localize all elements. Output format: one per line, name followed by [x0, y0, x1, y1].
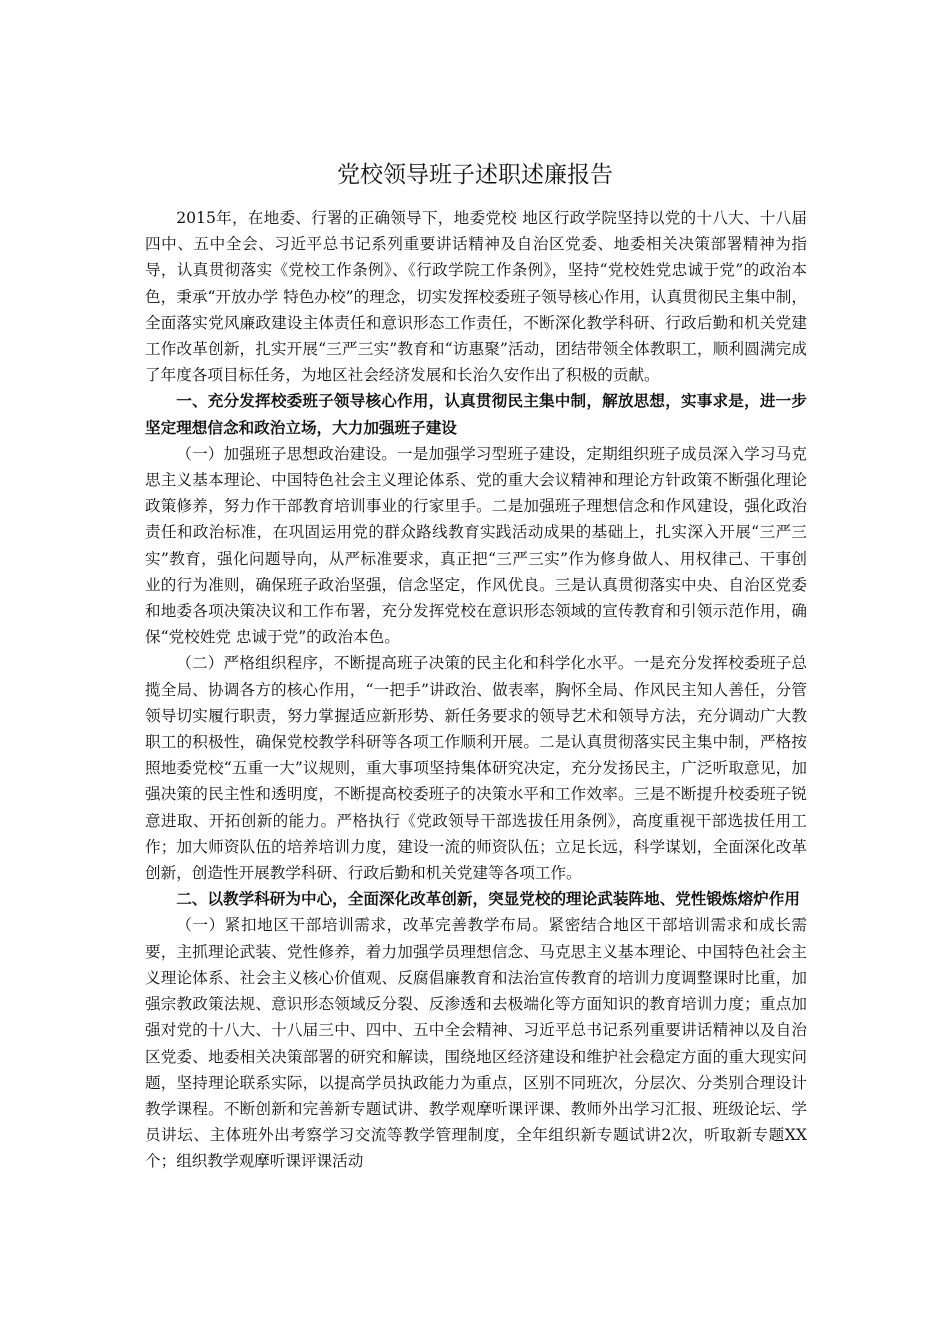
section-2-paragraph-1: （一）紧扣地区干部培训需求，改革完善教学布局。紧密结合地区干部培训需求和成长需要，主抓理论武装、党性修养，着力加强学员理想信念、马克思主义基本理论、中国特色社会主义理论体系、社会主义核心价值观、反腐倡廉教育和法治宣传教育的培训力度调整课时比重，加强宗教政策法规、意识形态领域反分裂、反渗透和去极端化等方面知识的教育培训力度；重点加强对党的十八大、十八届三中、四中、五中全会精神、习近平总书记系列重要讲话精神以及自治区党委、地委相关决策部署的研究和解读，围绕地区经济建设和维护社会稳定方面的重大现实问题，坚持理论联系实际，以提高学员执政能力为重点，区别不同班次，分层次、分类别合理设计教学课程。不断创新和完善新专题试讲、教学观摩听课评课、教师外出学习汇报、班级论坛、学员讲坛、主体班外出考察学习交流等教学管理制度，全年组织新专题试讲2次，听取新专题XX个；组织教学观摩听课评课活动	[145, 916, 807, 1171]
section-1-paragraph-2: （二）严格组织程序，不断提高班子决策的民主化和科学化水平。一是充分发挥校委班子总揽全局、协调各方的核心作用，“一把手”讲政治、做表率，胸怀全局、作风民主知人善任，分管领导切实履行职责，努力掌握适应新形势、新任务要求的领导艺术和领导方法，充分调动广大教职工的积极性，确保党校教学科研等各项工作顺利开展。二是认真贯彻落实民主集中制，严格按照地委党校“五重一大”议规则，重大事项坚持集体研究决定，充分发扬民主，广泛听取意见，加强决策的民主性和透明度，不断提高校委班子的决策水平和工作效率。三是不断提升校委班子锐意进取、开拓创新的能力。严格执行《党政领导干部选拔任用条例》，高度重视干部选拔任用工作；加大师资队伍的培养培训力度，建设一流的师资队伍；立足长远，科学谋划，全面深化改革创新，创造性开展教学科研、行政后勤和机关党建等各项工作。	[145, 654, 807, 883]
section-2-heading: 二、以教学科研为中心，全面深化改革创新，突显党校的理论武装阵地、党性锻炼熔炉作用	[176, 890, 800, 909]
section-1-paragraph-1: （一）加强班子思想政治建设。一是加强学习型班子建设，定期组织班子成员深入学习马克思主义基本理论、中国特色社会主义理论体系、党的重大会议精神和理论方针政策不断强化理论政策修养，努力作干部教育培训事业的行家里手。二是加强班子理想信念和作风建设，强化政治责任和政治标准，在巩固运用党的群众路线教育实践活动成果的基础上，扎实深入开展“三严三实”教育，强化问题导向，从严标准要求，真正把“三严三实”作为修身做人、用权律己、干事创业的行为准则，确保班子政治坚强，信念坚定，作风优良。三是认真贯彻落实中央、自治区党委和地委各项决策决议和工作布署，充分发挥党校在意识形态领域的宣传教育和引领示范作用，确保“党校姓党 忠诚于党”的政治本色。	[145, 444, 807, 647]
section-1-heading: 一、充分发挥校委班子领导核心作用，认真贯彻民主集中制，解放思想，实事求是，进一步坚定理想信念和政治立场，大力加强班子建设	[145, 392, 807, 437]
document-body	[145, 205, 807, 1175]
intro-paragraph: 2015年，在地委、行署的正确领导下，地委党校 地区行政学院坚持以党的十八大、十八届四中、五中全会、习近平总书记系列重要讲话精神及自治区党委、地委相关决策部署精神为指导，认真贯彻落实《党校工作条例》、《行政学院工作条例》，坚持“党校姓党忠诚于党”的政治本色，秉承“开放办学 特色办校”的理念，切实发挥校委班子领导核心作用，认真贯彻民主集中制，全面落实党风廉政建设主体责任和意识形态工作责任，不断深化教学科研、行政后勤和机关党建工作改革创新，扎实开展“三严三实”教育和“访惠聚”活动，团结带领全体教职工，顺利圆满完成了年度各项目标任务，为地区社会经济发展和长治久安作出了积极的贡献。	[145, 209, 807, 385]
page-title: 党校领导班子述职述廉报告	[337, 162, 613, 188]
